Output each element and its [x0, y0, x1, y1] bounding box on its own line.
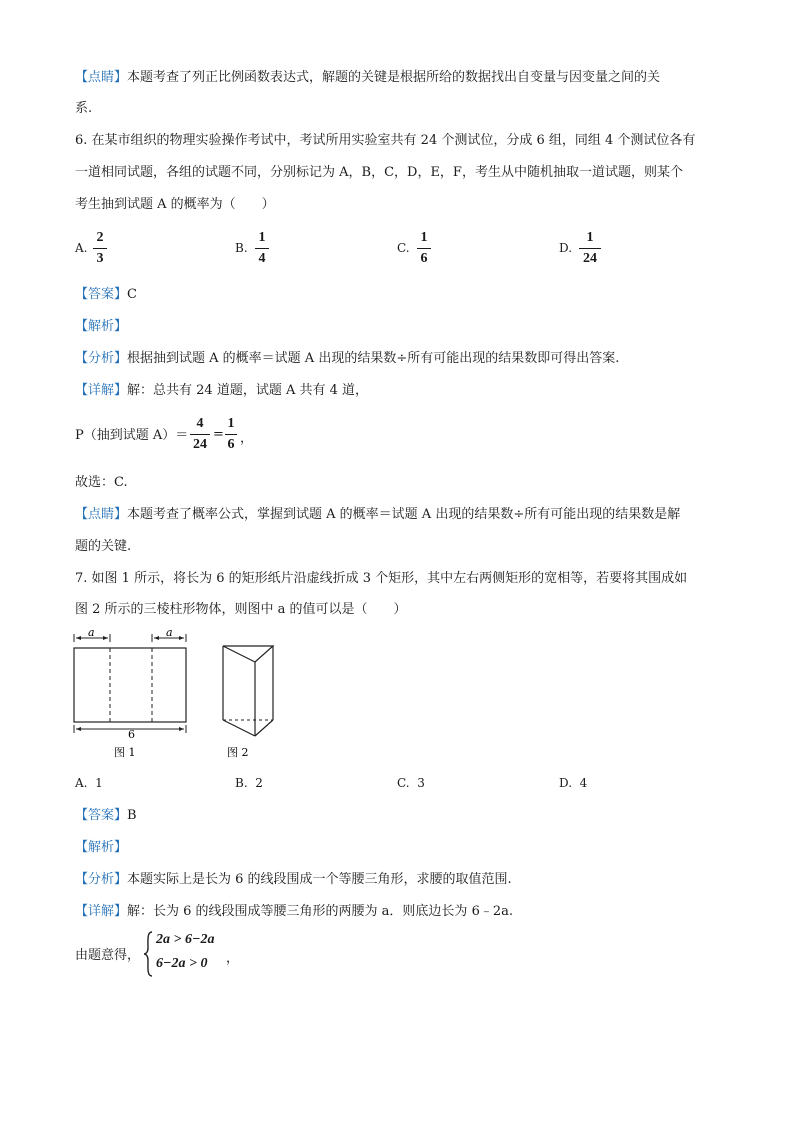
denominator: 4 — [258, 251, 266, 266]
xiangjie-tag: 【详解】 — [75, 383, 128, 398]
q6-dianjing-line2: 题的关键. — [75, 539, 132, 554]
q7-stem-line2: 图 2 所示的三棱柱形物体，则图中 a 的值可以是（ ） — [75, 602, 407, 617]
q7-system-line2: 6−2a > 0 — [156, 956, 208, 971]
q7-option-c — [397, 776, 425, 790]
q6-stem-line3: 考生抽到试题 A 的概率为（ ） — [75, 197, 275, 212]
text: 根据抽到试题 A 的概率＝试题 A 出现的结果数÷所有可能出现的结果数即可得出答案. — [127, 351, 620, 366]
brace-icon — [142, 930, 154, 978]
q6-formula-fraction-2 — [225, 416, 237, 453]
numerator: 1 — [420, 230, 428, 245]
q6-option-c-label: C. — [397, 241, 410, 255]
fenxi-tag: 【分析】 — [75, 872, 128, 887]
q6-option-c-fraction — [417, 230, 431, 267]
q7-option-b — [235, 776, 263, 790]
q6-dianjing-line1 — [75, 506, 680, 524]
q6-formula-equals: = — [213, 427, 224, 442]
fig1-caption: 图 1 — [114, 746, 136, 759]
q7-system-prefix: 由题意得， — [75, 948, 141, 963]
denominator: 6 — [420, 251, 428, 266]
figure-1-rectangle — [70, 628, 220, 768]
denominator: 3 — [96, 251, 104, 266]
value: 2 — [255, 776, 263, 790]
text: 本题考查了列正比例函数表达式，解题的关键是根据所给的数据找出自变量与因变量之间的关 — [127, 70, 661, 85]
q6-formula-prefix: P（抽到试题 A）＝ — [75, 428, 189, 443]
denominator: 6 — [227, 437, 235, 452]
q6-option-d-label: D. — [559, 241, 573, 255]
answer-tag: 【答案】 — [75, 287, 128, 302]
fig1-label-length: 6 — [128, 728, 135, 741]
answer-value: B — [127, 808, 137, 823]
q6-formula-fraction-1 — [190, 416, 210, 453]
text: 解：长为 6 的线段围成等腰三角形的两腰为 a．则底边长为 6﹣2a. — [127, 904, 513, 919]
numerator: 1 — [586, 230, 594, 245]
q7-jiexi-tag: 【解析】 — [75, 840, 128, 855]
q6-guxuan: 故选：C. — [75, 475, 128, 490]
q7-answer — [75, 807, 137, 825]
dianjing-tag: 【点睛】 — [75, 70, 128, 85]
value: 3 — [417, 776, 425, 790]
label: C. — [397, 776, 410, 790]
fig1-label-a-right: a — [166, 628, 173, 639]
prev-dianjing-line1 — [75, 69, 660, 87]
q6-option-a-label: A. — [75, 241, 88, 255]
answer-value: C — [127, 287, 137, 302]
answer-tag: 【答案】 — [75, 808, 128, 823]
q6-xiangjie — [75, 382, 368, 400]
numerator: 1 — [227, 416, 235, 431]
q6-answer — [75, 286, 137, 304]
q6-option-d-fraction — [579, 230, 601, 267]
xiangjie-tag: 【详解】 — [75, 904, 128, 919]
q7-stem-line1: 7. 如图 1 所示，将长为 6 的矩形纸片沿虚线折成 3 个矩形，其中左右两侧矩形的宽相等，若要将其围成如 — [75, 571, 688, 586]
figure-2-prism — [215, 640, 285, 765]
value: 1 — [95, 776, 103, 790]
q6-fenxi — [75, 350, 619, 368]
q6-option-b-label: B. — [235, 241, 248, 255]
q7-option-a — [75, 776, 103, 790]
text: 本题实际上是长为 6 的线段围成一个等腰三角形，求腰的取值范围. — [127, 872, 512, 887]
label: B. — [235, 776, 248, 790]
fig2-caption: 图 2 — [227, 746, 249, 759]
q6-jiexi-tag: 【解析】 — [75, 319, 128, 334]
value: 4 — [579, 776, 588, 790]
q7-xiangjie — [75, 903, 513, 921]
fig1-label-a-left: a — [88, 628, 95, 639]
q7-system-line1: 2a > 6−2a — [156, 932, 215, 947]
label: D. — [559, 776, 573, 790]
q6-formula-suffix: ， — [240, 431, 254, 446]
dianjing-tag: 【点睛】 — [75, 507, 128, 522]
q7-fenxi — [75, 871, 512, 889]
q6-stem-line2: 一道相同试题，各组的试题不同，分别标记为 A，B，C，D，E，F，考生从中随机抽取一道试题，则某个 — [75, 165, 683, 180]
numerator: 1 — [258, 230, 266, 245]
q7-option-d — [559, 776, 587, 790]
prev-dianjing-line2: 系. — [75, 101, 93, 116]
fenxi-tag: 【分析】 — [75, 351, 128, 366]
numerator: 2 — [96, 230, 104, 245]
q7-system-suffix: ， — [226, 951, 240, 966]
label: A. — [75, 776, 88, 790]
text: 解：总共有 24 道题，试题 A 共有 4 道， — [127, 383, 369, 398]
text: 本题考查了概率公式，掌握到试题 A 的概率＝试题 A 出现的结果数÷所有可能出现的结果数是解 — [127, 507, 681, 522]
q6-option-b-fraction — [255, 230, 269, 267]
denominator: 24 — [193, 437, 207, 452]
q6-stem-line1: 6. 在某市组织的物理实验操作考试中，考试所用实验室共有 24 个测试位，分成 6 组，同组 4 个测试位各有 — [75, 133, 696, 148]
numerator: 4 — [196, 416, 204, 431]
denominator: 24 — [583, 251, 597, 266]
q6-option-a-fraction — [93, 230, 107, 267]
